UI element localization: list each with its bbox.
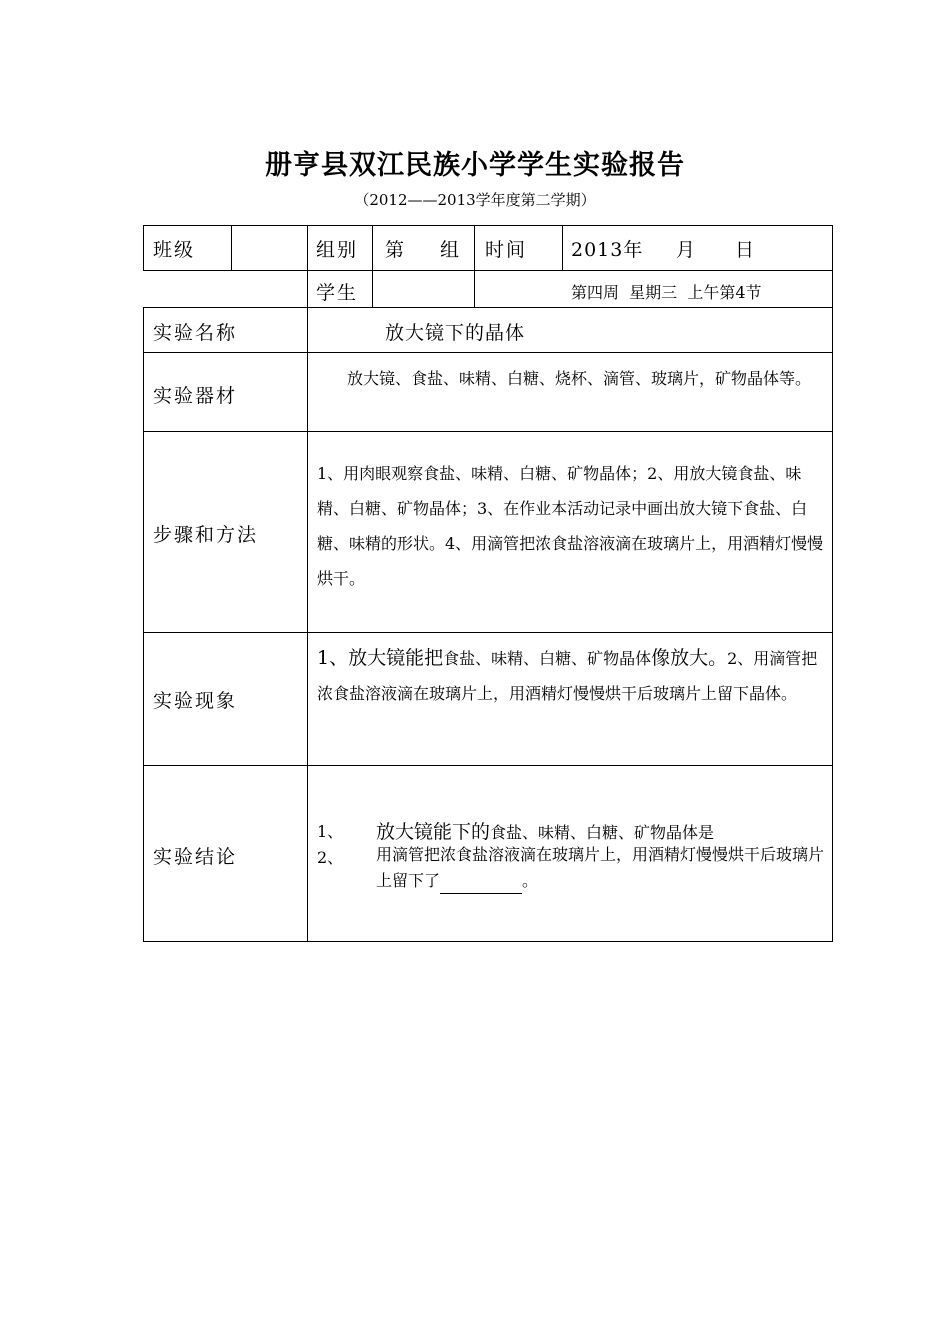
conclusion-1-body: 食盐、味精、白糖、矿物晶体是 [490,823,715,842]
conclusion-2-text [376,842,828,894]
report-title: 册亨县双江民族小学学生实验报告 [265,150,685,181]
conclusion-2-blank[interactable] [440,875,522,894]
steps-value: 1、用肉眼观察食盐、味精、白糖、矿物晶体；2、用放大镜食盐、味精、白糖、矿物晶体；3、在作业本活动记录中画出放大镜下食盐、白糖、味精的形状。4、用滴管把浓食盐溶液滴在玻璃片上，用酒精灯慢慢烘干。 [317,464,824,588]
phenomenon-lead: 1、放大镜能把 [317,647,444,669]
experiment-name-label: 实验名称 [153,322,238,344]
report-subtitle: （2012——2013学年度第二学期） [354,191,596,209]
table-border-bottom [143,941,833,942]
table-border-left [143,225,144,271]
phenomenon-value [317,641,829,711]
table-divider [307,225,308,942]
table-rule [143,632,833,633]
time-label: 时间 [485,239,528,261]
conclusion-1-text [376,817,714,844]
steps-label: 步骤和方法 [153,524,259,546]
table-divider [562,225,563,271]
table-rule [143,352,833,353]
class-label: 班级 [153,239,196,261]
table-rule [143,431,833,432]
conclusion-1-lead: 放大镜能下的 [376,821,491,843]
schedule-text: 第四周 星期三 上午第4节 [571,283,762,302]
equipment-value [317,366,827,391]
table-rule [143,765,833,766]
table-border-left [143,307,144,942]
phenomenon-label: 实验现象 [153,690,238,712]
table-divider [372,225,373,308]
table-rule [143,270,833,271]
table-border-top [143,225,833,226]
table-border-right [832,225,833,942]
conclusion-label: 实验结论 [153,846,238,868]
phenomenon-rest: 2、用滴管把浓食盐溶液滴在玻璃片上，用酒精灯慢慢烘干后玻璃片上留下晶体。 [317,649,818,703]
group-zu: 组 [440,239,460,261]
conclusion-1-number: 1、 [317,822,344,841]
equipment-text: 放大镜、食盐、味精、白糖、烧杯、滴管、玻璃片，矿物晶体等。 [347,369,812,388]
phenomenon-tail: 像放大。 [651,647,728,669]
conclusion-2-number: 2、 [317,848,344,867]
table-divider [474,225,475,308]
date-day: 日 [735,239,755,261]
equipment-label: 实验器材 [153,385,238,407]
group-di: 第 [385,239,405,261]
conclusion-2-end: 。 [522,871,539,890]
table-rule [143,307,833,308]
group-label: 组别 [316,239,359,261]
conclusion-2-body: 用滴管把浓食盐溶液滴在玻璃片上，用酒精灯慢慢烘干后玻璃片上留下了 [376,845,825,890]
date-month: 月 [676,239,696,261]
phenomenon-mid: 食盐、味精、白糖、矿物晶体 [443,649,652,668]
table-divider [231,225,232,271]
experiment-name-value: 放大镜下的晶体 [385,322,526,344]
date-year: 2013年 [571,239,644,261]
student-label: 学生 [316,282,359,304]
